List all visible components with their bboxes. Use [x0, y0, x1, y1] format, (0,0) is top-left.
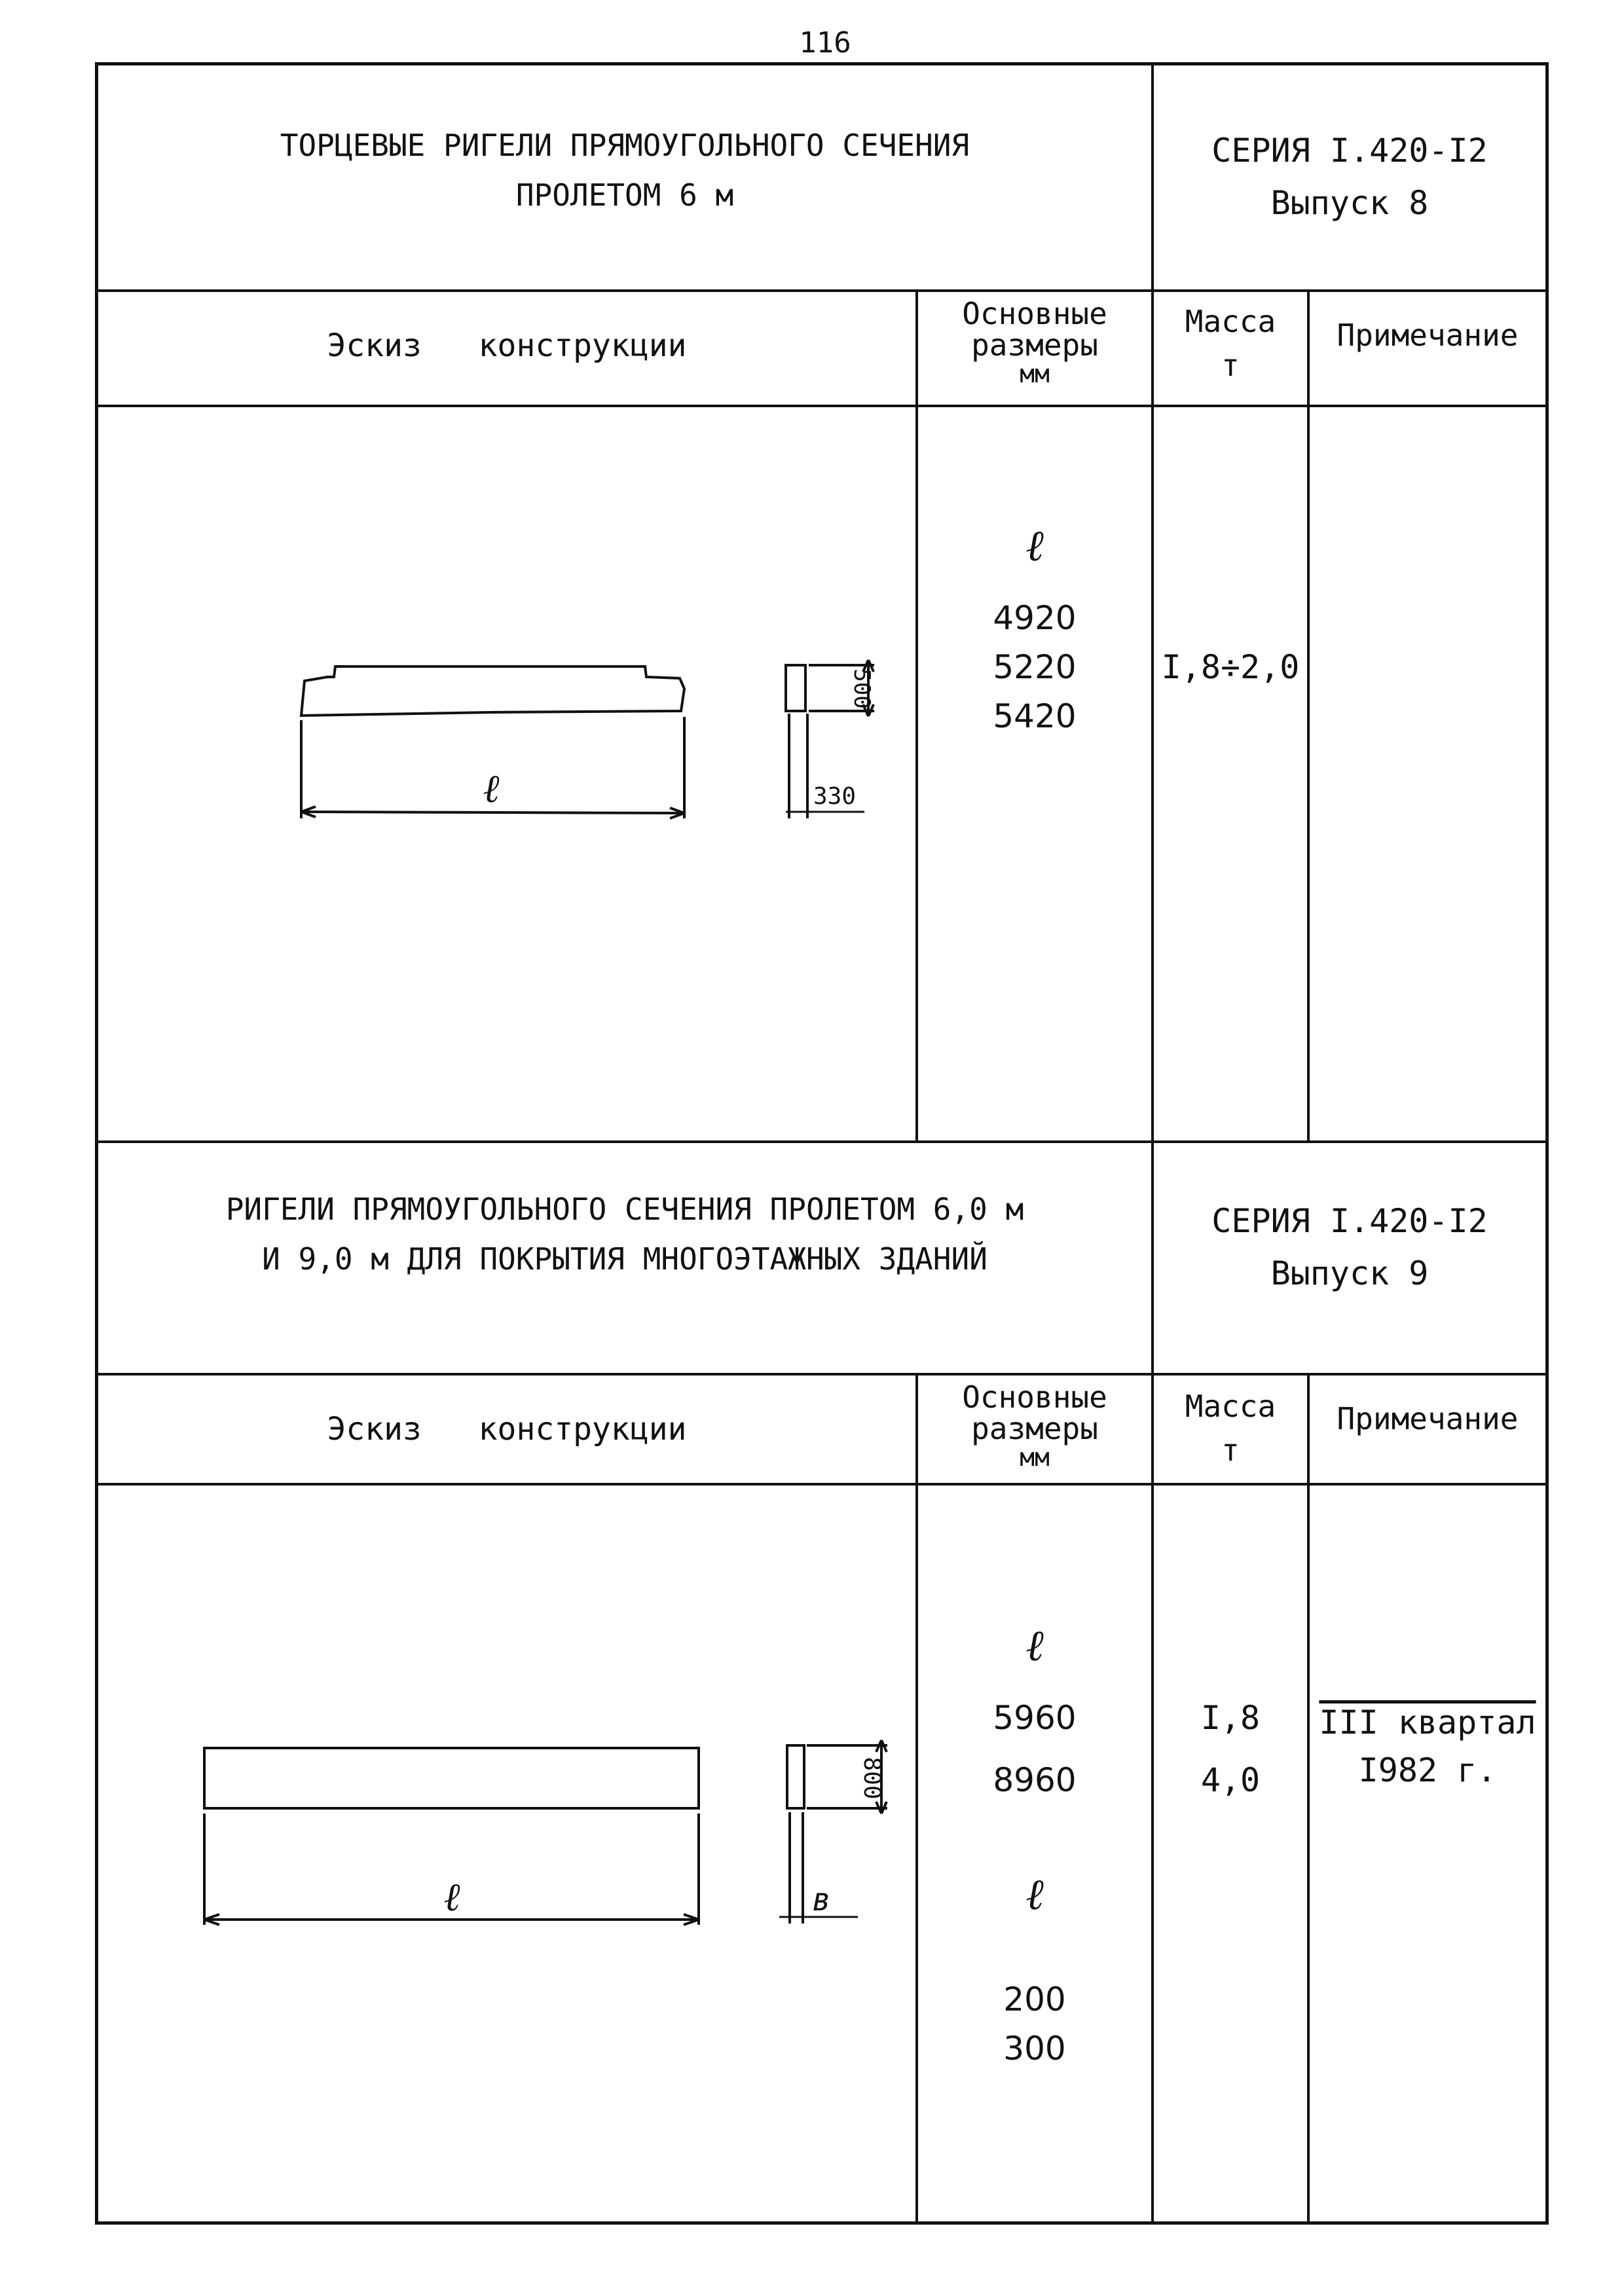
section-1-sketch-width-label: 330 — [813, 783, 857, 810]
section-1-header-sketch: Эскиз конструкции — [327, 327, 687, 364]
section-2-series — [1154, 1195, 1545, 1300]
section-2-note-line2: I982 г. — [1358, 1751, 1497, 1789]
section-2-header-mass: Масса т — [1185, 1389, 1276, 1468]
section-1-issue: Выпуск 8 — [1270, 184, 1429, 222]
section-2-issue: Выпуск 9 — [1270, 1254, 1429, 1292]
section-2-sketch-length-label: ℓ — [443, 1874, 460, 1920]
section-2-header-note: Примечание — [1337, 1401, 1519, 1436]
section-2-length-symbol: ℓ — [1025, 1620, 1044, 1671]
section-2-sketch-height-label: 800 — [858, 1757, 885, 1800]
page-number: 116 — [799, 26, 851, 60]
section-2-title — [98, 1185, 1151, 1285]
section-2-length-value-2: 8960 — [993, 1761, 1077, 1799]
length-dimension-line — [301, 812, 684, 813]
section-2-sketch-width-label: в — [812, 1882, 831, 1918]
section-1-dims-value-1: 4920 — [993, 599, 1077, 637]
section-1-title-line2: ПРОЛЕТОМ 6 м — [515, 177, 734, 213]
section-2-note-line1: III квартал — [1319, 1704, 1536, 1741]
beam-elevation — [204, 1748, 699, 1808]
beam-elevation — [301, 666, 684, 716]
section-1-series-number: СЕРИЯ I.420-I2 — [1211, 132, 1488, 170]
section-1-mass: I,8÷2,0 — [1161, 648, 1300, 686]
section-2-title-line2: И 9,0 м ДЛЯ ПОКРЫТИЯ МНОГОЭТАЖНЫХ ЗДАНИЙ — [262, 1241, 987, 1277]
section-2-note — [1310, 1699, 1545, 1794]
section-1-sketch-height-label: 500 — [849, 668, 875, 709]
section-2-width-value-2: 300 — [1003, 2030, 1066, 2068]
section-2-title-line1: РИГЕЛИ ПРЯМОУГОЛЬНОГО СЕЧЕНИЯ ПРОЛЕТОМ 6,0 м — [225, 1192, 1024, 1227]
section-2-header-sketch: Эскиз конструкции — [327, 1411, 687, 1448]
section-2-length-value-1: 5960 — [993, 1699, 1077, 1737]
section-1-header-note: Примечание — [1337, 318, 1519, 353]
section-2-width-symbol: ℓ — [1025, 1869, 1044, 1920]
section-2-series-number: СЕРИЯ I.420-I2 — [1211, 1202, 1488, 1240]
section-1-sketch-length-label: ℓ — [483, 766, 500, 812]
section-1-title — [98, 121, 1151, 221]
section-2-sketch — [183, 1715, 917, 1944]
beam-cross-section — [786, 665, 805, 711]
section-1-dims-value-3: 5420 — [993, 697, 1077, 735]
section-2-header-dims: Основные размеры мм — [962, 1379, 1107, 1472]
section-1-dims-value-2: 5220 — [993, 648, 1077, 686]
section-1-title-line1: ТОРЦЕВЫЕ РИГЕЛИ ПРЯМОУГОЛЬНОГО СЕЧЕНИЯ — [280, 128, 970, 163]
section-1-sketch — [275, 629, 917, 845]
section-1-header-mass: Масса т — [1185, 304, 1276, 383]
section-1-series — [1154, 124, 1545, 229]
section-1-length-symbol: ℓ — [1025, 520, 1044, 571]
beam-cross-section — [787, 1745, 804, 1808]
section-2-mass-value-1: I,8 — [1200, 1699, 1261, 1737]
section-1-header-dims: Основные размеры мм — [962, 296, 1107, 388]
section-2-mass-value-2: 4,0 — [1200, 1761, 1261, 1799]
section-2-width-value-1: 200 — [1003, 1980, 1066, 2018]
